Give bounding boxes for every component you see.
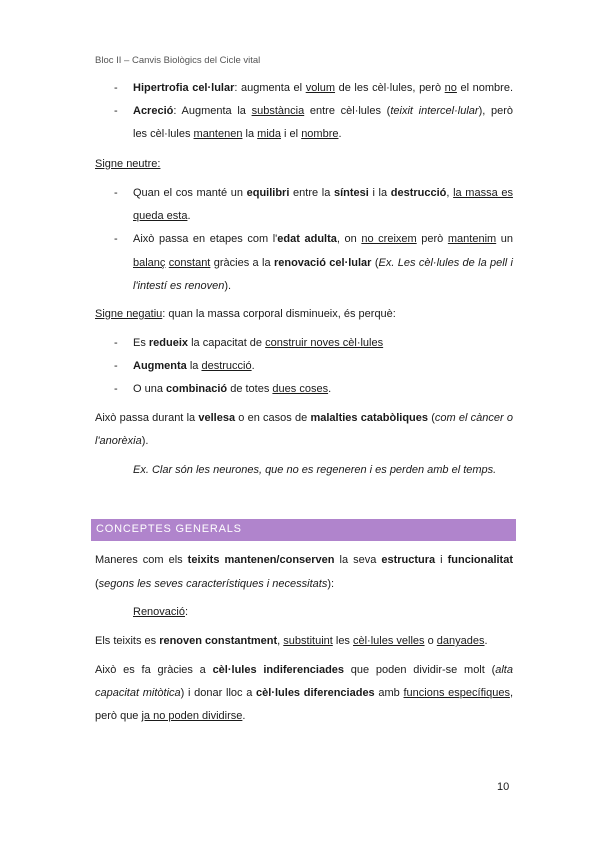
line-vellesa: Això passa durant la vellesa o en casos de malalties catabòliques (com el càncer o (95, 412, 513, 424)
bullet-dash: - (114, 105, 118, 117)
line-edat-adulta: Això passa en etapes com l'edat adulta, on no creixem però mantenim un (133, 233, 514, 245)
heading-renovacio: Renovació: (133, 606, 189, 618)
page-header: Bloc II – Canvis Biològics del Cicle vital (95, 55, 261, 66)
line-maneres-cont: (segons les seves característiques i necessitats): (95, 578, 335, 590)
bullet-dash: - (114, 82, 118, 94)
line-hipertrofia: Hipertrofia cel·lular: augmenta el volum de les cèl·lules, però no el nombre. (133, 82, 514, 94)
bullet-dash: - (114, 337, 118, 349)
line-no-poden: però que ja no poden dividirse. (95, 710, 246, 722)
line-balanc-cont: l'intestí es renoven). (133, 280, 232, 292)
bullet-dash: - (114, 233, 118, 245)
line-augmenta: Augmenta la destrucció. (133, 360, 255, 372)
bullet-dash: - (114, 360, 118, 372)
line-combinacio: O una combinació de totes dues coses. (133, 383, 332, 395)
line-vellesa-cont: l'anorèxia). (95, 435, 149, 447)
line-acrecio-cont: les cèl·lules mantenen la mida i el nombre. (133, 128, 342, 140)
section-title: CONCEPTES GENERALS (96, 523, 242, 535)
bullet-dash: - (114, 187, 118, 199)
line-maneres: Maneres com els teixits mantenen/conserven la seva estructura i funcionalitat (95, 554, 513, 566)
page-number: 10 (497, 781, 510, 793)
line-diferenciades: capacitat mitòtica) i donar lloc a cèl·lules diferenciades amb funcions específiques, (95, 687, 513, 699)
line-balanc: balanç constant gràcies a la renovació cel·lular (Ex. Les cèl·lules de la pell i (133, 257, 513, 269)
heading-signe-negatiu: Signe negatiu: quan la massa corporal disminueix, és perquè: (95, 308, 396, 320)
heading-signe-neutre: Signe neutre: (95, 158, 161, 170)
section-header (91, 519, 516, 541)
example-neurones: Ex. Clar són les neurones, que no es regeneren i es perden amb el temps. (133, 464, 497, 476)
bullet-dash: - (114, 383, 118, 395)
line-equilibri-cont: queda esta. (133, 210, 191, 222)
line-indiferenciades: Això es fa gràcies a cèl·lules indiferenciades que poden dividir-se molt (alta (95, 664, 513, 676)
line-teixits-renoven: Els teixits es renoven constantment, substituint les cèl·lules velles o danyades. (95, 635, 488, 647)
line-equilibri: Quan el cos manté un equilibri entre la síntesi i la destrucció, la massa es (133, 187, 513, 199)
line-redueix: Es redueix la capacitat de construir noves cèl·lules (133, 337, 384, 349)
line-acrecio: Acreció: Augmenta la substància entre cèl·lules (teixit intercel·lular), però (133, 105, 513, 117)
